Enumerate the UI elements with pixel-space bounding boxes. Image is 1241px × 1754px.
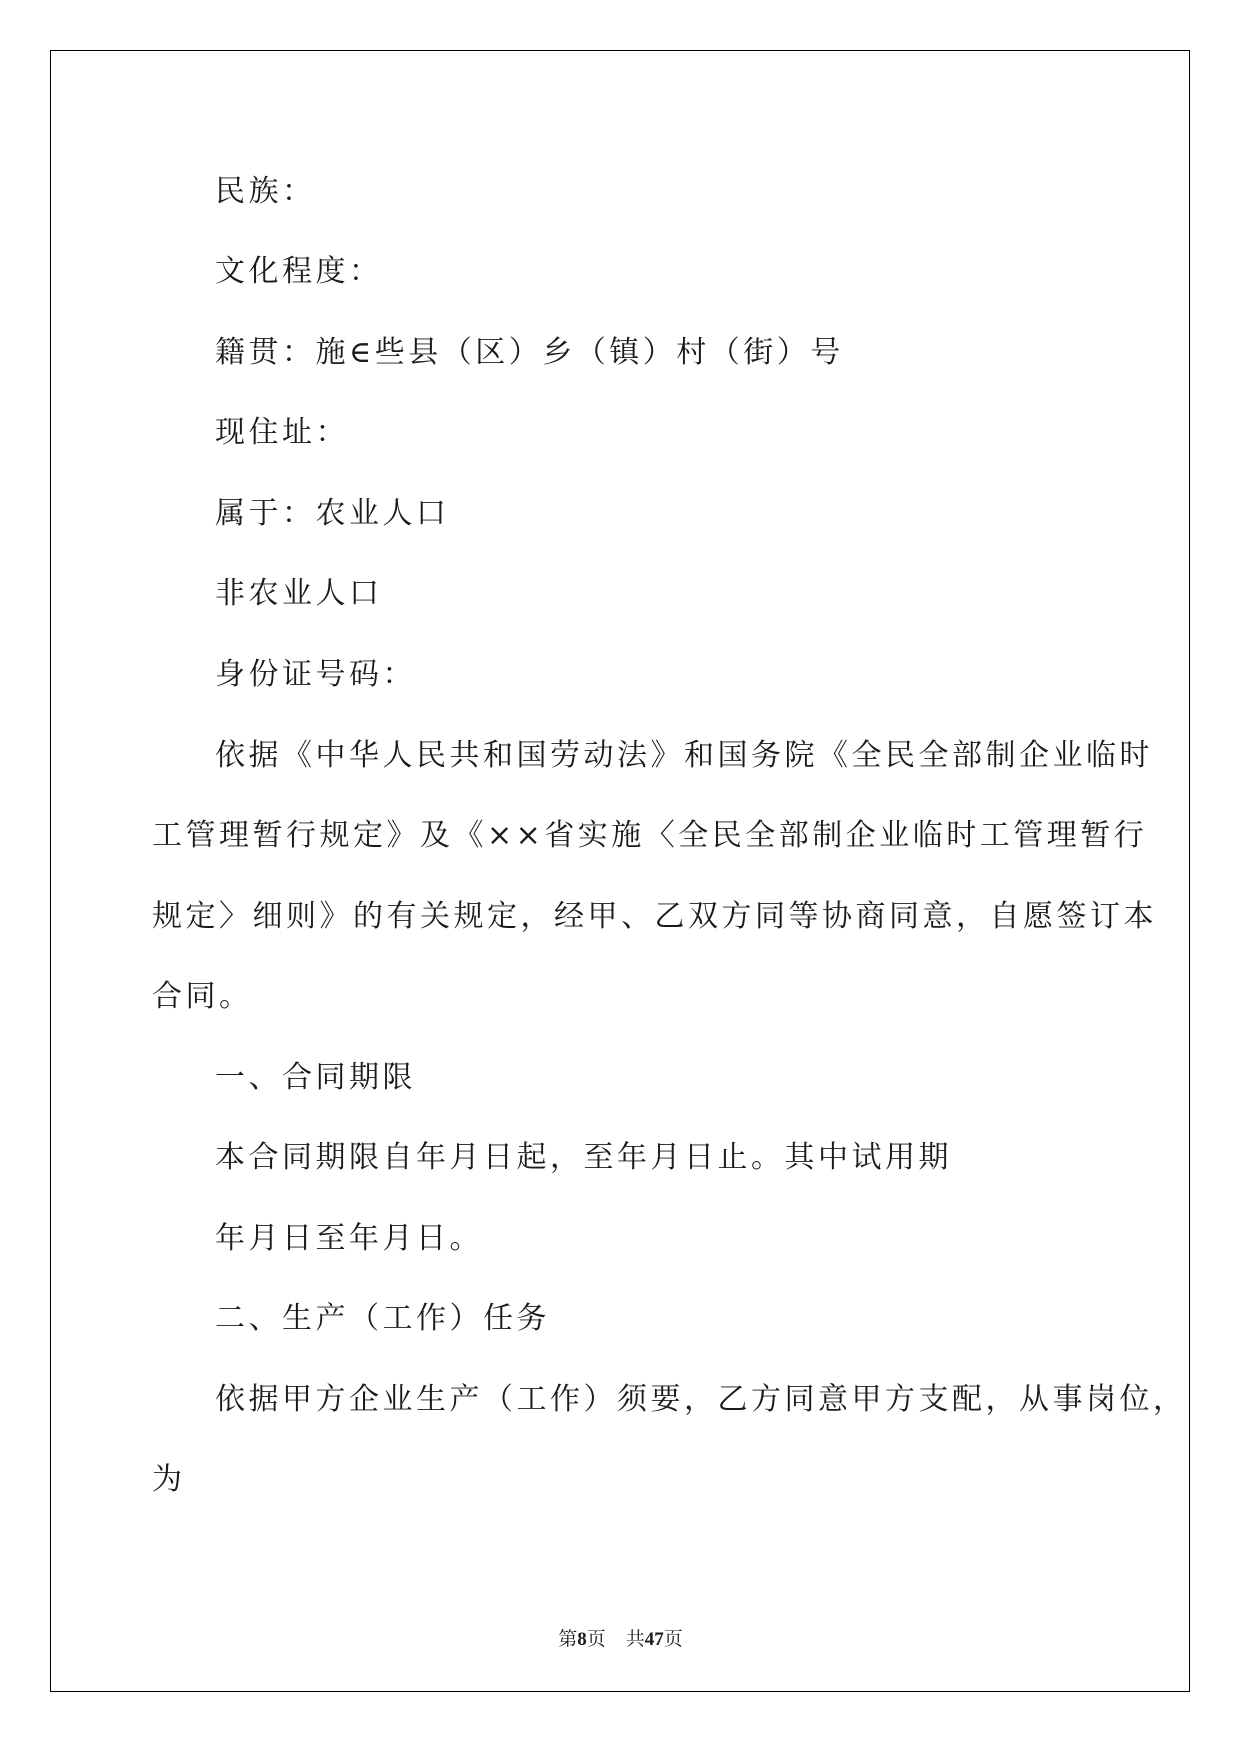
term-period-line: 本合同期限自年月日起，至年月日止。其中试用期	[215, 1140, 952, 1175]
footer-page-prefix: 第	[558, 1629, 578, 1650]
field-ethnicity: 民族：	[215, 174, 316, 209]
footer-total-suffix: 页	[663, 1629, 683, 1650]
paragraph-preamble-line-2: 工管理暂行规定》及《××省实施〈全民全部制企业临时工管理暂行	[152, 818, 1148, 853]
field-household-type: 属于：农业人口	[215, 496, 450, 531]
field-native-place: 籍贯：施∈些县（区）乡（镇）村（街）号	[215, 335, 844, 370]
tasks-paragraph-line-1: 依据甲方企业生产（工作）须要，乙方同意甲方支配，从事岗位，	[215, 1382, 1187, 1417]
footer-page-number: 8	[577, 1629, 587, 1650]
page-footer	[0, 1628, 1241, 1652]
term-probation-line: 年月日至年月日。	[215, 1221, 483, 1256]
footer-total-pages: 47	[644, 1629, 664, 1650]
tasks-paragraph-line-2: 为	[152, 1462, 186, 1497]
section-heading-tasks: 二、生产（工作）任务	[215, 1301, 550, 1336]
paragraph-preamble-line-4: 合同。	[152, 979, 253, 1014]
field-id-number: 身份证号码：	[215, 657, 416, 692]
footer-page-suffix: 页	[586, 1629, 606, 1650]
field-current-address: 现住址：	[215, 415, 349, 450]
footer-total-prefix: 共	[625, 1629, 645, 1650]
field-household-alt: 非农业人口	[215, 576, 383, 611]
paragraph-preamble-line-3: 规定〉细则》的有关规定，经甲、乙双方同等协商同意，自愿签订本	[152, 899, 1157, 934]
paragraph-preamble-line-1: 依据《中华人民共和国劳动法》和国务院《全民全部制企业临时	[215, 738, 1153, 773]
field-education: 文化程度：	[215, 254, 383, 289]
section-heading-term: 一、合同期限	[215, 1060, 416, 1095]
page-border	[50, 50, 1190, 1692]
